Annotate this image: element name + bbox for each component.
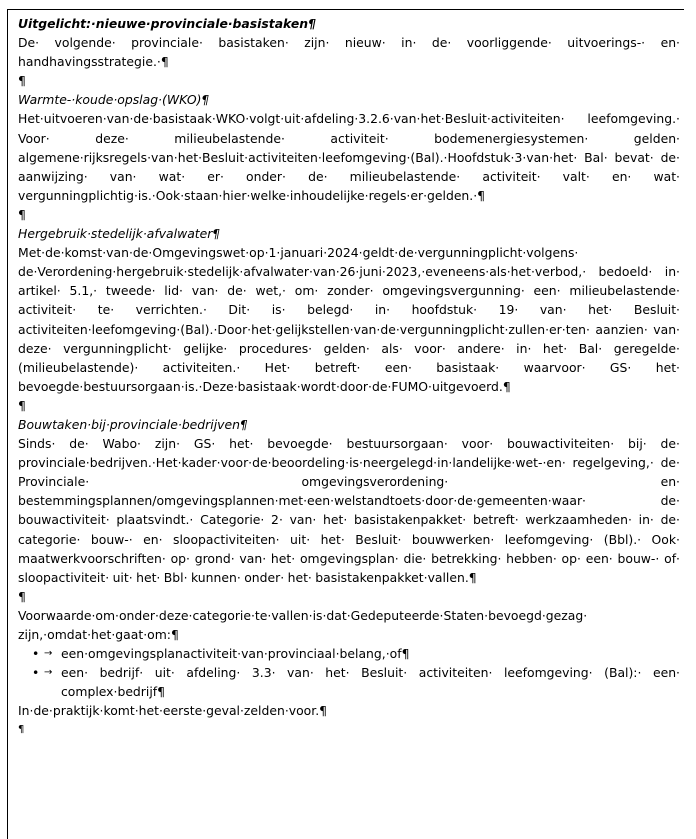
section-heading-afvalwater: Hergebruik·stedelijk·afvalwater¶ <box>18 226 221 242</box>
end-paragraph-mark: ¶ <box>18 724 25 736</box>
section-body-bouwtaken: Sinds· de· Wabo· zijn· GS· het· bevoegde· bestuursorgaan· voor· bouwactiviteiten· bij· de· provinciale·bedrijven.·Het·kader·voor·de·beoordeling·is·neergelegd·in·landelijke·wet-·en· regelgeving,· de· Provinciale· omgevingsverordening· en· bestemmingsplannen/omgevingsplannen·met·een·welstandtoets·door·de·gemeenten·waar· de· bouwactiviteit· plaatsvindt.· Categorie· 2· van· het· basistakenpakket· betreft· werkzaamheden· in· de· categorie· bouw-· en· sloopactiviteiten· uit· het· Besluit· bouwwerken· leefomgeving· (Bbl).· Ook· maatwerkvoorschriften· op· grond· van· het· omgevingsplan· die· betrekking· hebben· op· een· bouw-· of· sloopactiviteit· uit· het· Bbl· kunnen· onder· het· basistakenpakket·vallen.¶ <box>18 436 680 585</box>
empty-paragraph-mark: ¶ <box>18 397 26 413</box>
closing-paragraph: In·de·praktijk·komt·het·eerste·geval·zelden·voor.¶ <box>18 703 328 719</box>
list-item-text: een·omgevingsplanactiviteit·van·provinciaal·belang,·of¶ <box>61 646 410 662</box>
document-title: Uitgelicht:·nieuwe·provinciale·basistaken¶ <box>18 16 316 31</box>
intro-paragraph: De· volgende· provinciale· basistaken· zijn· nieuw· in· de· voorliggende· uitvoerings-· en· handhavingsstrategie.·¶ <box>18 35 680 70</box>
section-body-wko: Het·uitvoeren·van·de·basistaak·WKO·volgt·uit·afdeling·3.2.6·van·het·Besluit·activiteiten· leefomgeving.· Voor· deze· milieubelastende· activiteit· bodemenergiesystemen· gelden· algemene·rijksregels·van·het·Besluit·activiteiten·leefomgeving·(Bal).·Hoofdstuk·3·van·het· Bal· bevat· de· aanwijzing· van· wat· er· onder· de· milieubelastende· activiteit· valt· en· wat· vergunningplichtig·is.·Ook·staan·hier·welke·inhoudelijke·regels·er·gelden.·¶ <box>18 111 680 203</box>
list-item-text: een· bedrijf· uit· afdeling· 3.3· van· het· Besluit· activiteiten· leefomgeving· (Bal):· een· complex·bedrijf¶ <box>61 665 680 700</box>
condition-intro: Voorwaarde·om·onder·deze·categorie·te·vallen·is·dat·Gedeputeerde·Staten·bevoegd·gezag· zijn,·omdat·het·gaat·om:¶ <box>18 607 588 642</box>
bullet-icon: • <box>32 665 40 681</box>
document-body[interactable] <box>18 14 680 740</box>
bullet-icon: • <box>32 646 40 662</box>
tab-arrow-icon: → <box>44 648 53 660</box>
tab-arrow-icon: → <box>44 667 53 679</box>
list-item <box>18 644 680 663</box>
section-body-afvalwater: Met·de·komst·van·de·Omgevingswet·op·1·januari·2024·geldt·de·vergunningplicht·volgens· de·Verordening·hergebruik·stedelijk·afvalwater·van·26·juni·2023,·eveneens·als·het·verbod,· bedoeld· in· artikel· 5.1,· tweede· lid· van· de· wet,· om· zonder· omgevingsvergunning· een· milieubelastende· activiteit· te· verrichten.· Dit· is· belegd· in· hoofdstuk· 19· van· het· Besluit· activiteiten·leefomgeving·(Bal).·Door·het·gelijkstellen·van·de·vergunningplicht·zullen·er·ten· aanzien· van· deze· vergunningplicht· gelijke· procedures· gelden· als· voor· andere· in· het· Bal· geregelde· (milieubelastende)· activiteiten.· Het· betreft· een· basistaak· waarvoor· GS· het· bevoegde·bestuursorgaan·is.·Deze·basistaak·wordt·door·de·FUMO·uitgevoerd.¶ <box>18 245 680 394</box>
section-heading-wko: Warmte-·koude·opslag·(WKO)¶ <box>18 92 210 108</box>
empty-paragraph-mark: ¶ <box>18 588 26 604</box>
empty-paragraph-mark: ¶ <box>18 206 26 222</box>
empty-paragraph-mark: ¶ <box>18 73 26 89</box>
condition-list <box>18 644 680 701</box>
section-heading-bouwtaken: Bouwtaken·bij·provinciale·bedrijven¶ <box>18 416 248 432</box>
list-item <box>18 663 680 701</box>
